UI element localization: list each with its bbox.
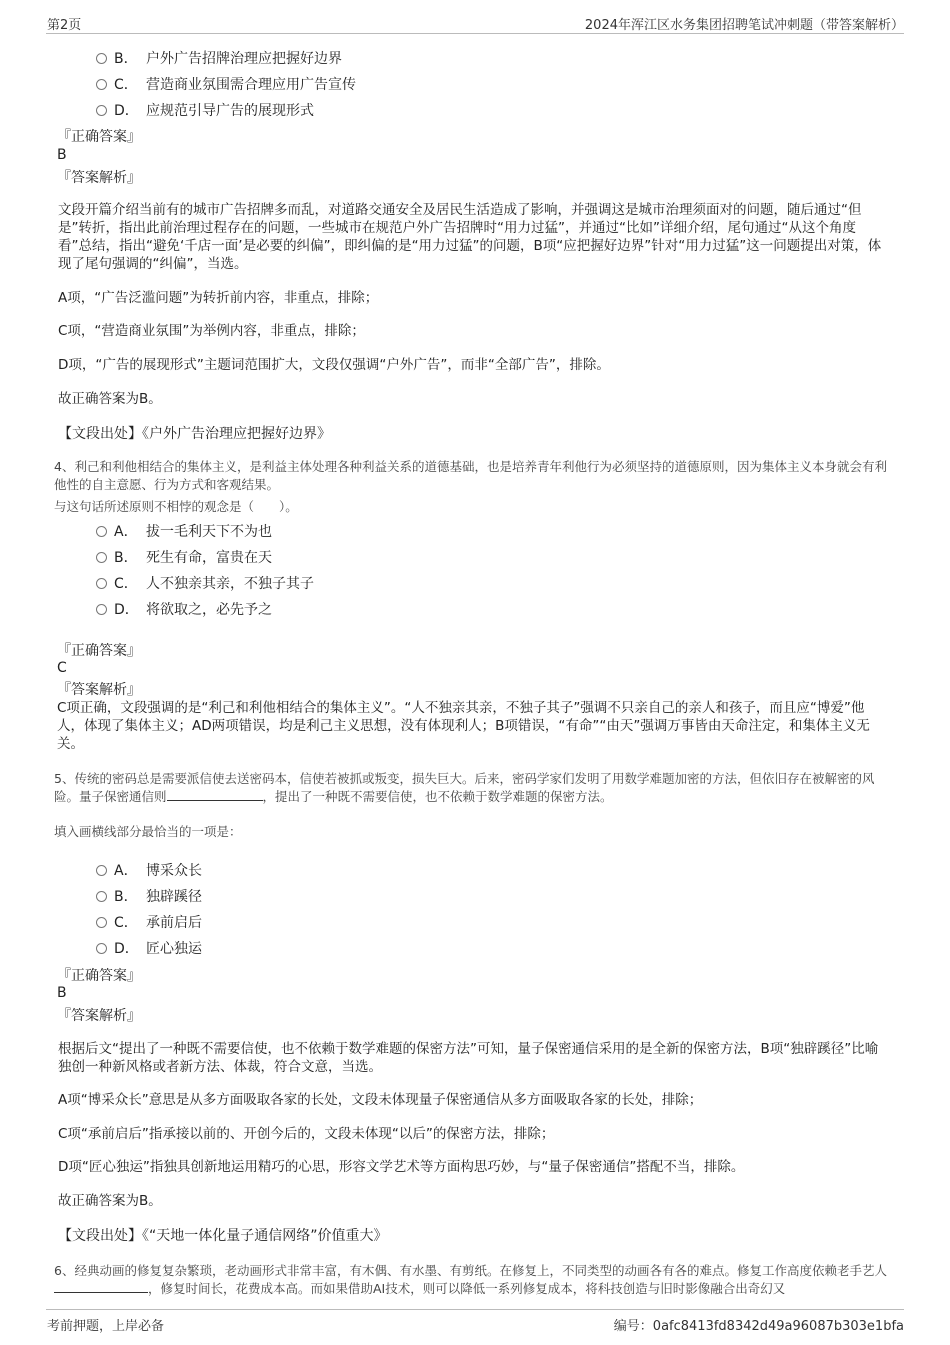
q3-source: 【文段出处】《户外广告治理应把握好边界》 — [58, 426, 331, 442]
radio-icon[interactable] — [96, 578, 107, 589]
q3-option-d[interactable]: D． 应规范引导广告的展现形式 — [96, 100, 314, 120]
q5-analysis-d: D项“匠心独运”指独具创新地运用精巧的心思，形容文学艺术等方面构思巧妙，与“量子保密通信”搭配不当，排除。 — [58, 1159, 745, 1175]
q5-prompt: 填入画横线部分最恰当的一项是： — [54, 824, 242, 839]
document-title: 2024年浑江区水务集团招聘笔试冲刺题（带答案解析） — [584, 18, 904, 33]
header-divider — [46, 33, 904, 34]
radio-icon[interactable] — [96, 552, 107, 563]
q5-source: 【文段出处】《“天地一体化量子通信网络”价值重大》 — [58, 1228, 388, 1244]
q4-analysis: C项正确，文段强调的是“利己和利他相结合的集体主义”。“人不独亲其亲，不独子其子”强调不只亲自己的亲人和孩子，而且应“博爱”他人，体现了集体主义；AD两项错误，均是利己主义思想，没有体现利人；B项错误，“有命”“由天”强调万事皆由天命注定，和集体主义无关。 — [57, 700, 870, 752]
q4-stem: 4、利己和利他相结合的集体主义，是利益主体处理各种利益关系的道德基础，也是培养青年利他行为必须坚持的道德原则，因为集体主义本身就会有利他性的自主意愿、行为方式和客观结果。 — [54, 459, 887, 492]
radio-icon[interactable] — [96, 105, 107, 116]
q5-answer-label: 『正确答案』 — [57, 968, 141, 984]
radio-icon[interactable] — [96, 604, 107, 615]
footer-code: 编号：0afc8413fd8342d49a96087b303e1bfa — [613, 1319, 904, 1334]
q3-analysis-c: C项，“营造商业氛围”为举例内容，非重点，排除； — [58, 323, 365, 339]
q5-analysis-label: 『答案解析』 — [57, 1008, 141, 1024]
q4-option-c[interactable]: C． 人不独亲其亲，不独子其子 — [96, 573, 314, 593]
radio-icon[interactable] — [96, 865, 107, 876]
q4-option-a[interactable]: A． 拔一毛利天下不为也 — [96, 521, 272, 541]
q4-stem-question: 与这句话所述原则不相悖的观念是（ ）。 — [54, 499, 298, 514]
q3-analysis-d: D项，“广告的展现形式”主题词范围扩大，文段仅强调“户外广告”，而非“全部广告”，排除。 — [58, 357, 610, 373]
q5-option-a[interactable]: A． 博采众长 — [96, 860, 202, 880]
footer-slogan: 考前押题，上岸必备 — [47, 1319, 165, 1334]
q4-option-d[interactable]: D． 将欲取之，必先予之 — [96, 599, 272, 619]
fill-blank — [167, 788, 263, 801]
page-number: 第2页 — [47, 18, 82, 33]
q3-option-b[interactable]: B． 户外广告招牌治理应把握好边界 — [96, 48, 342, 68]
q3-analysis-main: 文段开篇介绍当前有的城市广告招牌多而乱，对道路交通安全及居民生活造成了影响，并强调这是城市治理须面对的问题，随后通过“但是”转折，指出此前治理过程存在的问题，一些城市在规范户外广告招牌时“用力过猛”，并通过“比如”详细介绍，尾句通过“从这个角度看”总结，指出“避免‘千店一面’是必要的纠偏”，即纠偏的是“用力过猛”的问题，B项“应把握好边界”针对“用力过猛”这一问题提出对策，体现了尾句强调的“纠偏”，当选。 — [58, 202, 882, 272]
radio-icon[interactable] — [96, 526, 107, 537]
q3-analysis-a: A项，“广告泛滥问题”为转折前内容，非重点，排除； — [58, 290, 379, 306]
q5-conclusion: 故正确答案为B。 — [58, 1193, 162, 1209]
q3-answer: B — [57, 147, 67, 163]
q4-answer: C — [57, 660, 67, 676]
footer-divider — [46, 1309, 904, 1310]
q5-option-b[interactable]: B． 独辟蹊径 — [96, 886, 202, 906]
radio-icon[interactable] — [96, 79, 107, 90]
q4-option-b[interactable]: B． 死生有命，富贵在天 — [96, 547, 272, 567]
q5-analysis-a: A项“博采众长”意思是从多方面吸取各家的长处，文段未体现量子保密通信从多方面吸取各家的长处，排除； — [58, 1092, 703, 1108]
q5-option-d[interactable]: D． 匠心独运 — [96, 938, 202, 958]
q4-analysis-label: 『答案解析』 — [57, 682, 141, 698]
q3-option-c[interactable]: C． 营造商业氛围需合理应用广告宣传 — [96, 74, 356, 94]
q4-answer-label: 『正确答案』 — [57, 643, 141, 659]
fill-blank — [54, 1280, 148, 1293]
radio-icon[interactable] — [96, 943, 107, 954]
radio-icon[interactable] — [96, 891, 107, 902]
q3-conclusion: 故正确答案为B。 — [58, 391, 162, 407]
q5-answer: B — [57, 985, 67, 1001]
q6-stem: 6、经典动画的修复复杂繁琐，老动画形式非常丰富，有木偶、有水墨、有剪纸。在修复上，不同类型的动画各有各的难点。修复工作高度依赖老手艺人，修复时间长，花费成本高。而如果借助AI技术，则可以降低一系列修复成本，将科技创造与旧时影像融合出奇幻又 — [54, 1263, 887, 1296]
radio-icon[interactable] — [96, 53, 107, 64]
q5-stem: 5、传统的密码总是需要派信使去送密码本，信使若被抓或叛变，损失巨大。后来，密码学家们发明了用数学难题加密的方法，但依旧存在被解密的风险。量子保密通信则 ，提出了一种既不需要信使，也不依赖于数学难题的保密方法。 — [54, 771, 875, 804]
q3-answer-label: 『正确答案』 — [57, 129, 141, 145]
q5-analysis-c: C项“承前启后”指承接以前的、开创今后的，文段未体现“以后”的保密方法，排除； — [58, 1126, 555, 1142]
q5-analysis-main: 根据后文“提出了一种既不需要信使，也不依赖于数学难题的保密方法”可知，量子保密通信采用的是全新的保密方法，B项“独辟蹊径”比喻独创一种新风格或者新方法、体裁，符合文意，当选。 — [58, 1041, 879, 1075]
radio-icon[interactable] — [96, 917, 107, 928]
q3-analysis-label: 『答案解析』 — [57, 170, 141, 186]
q5-option-c[interactable]: C． 承前启后 — [96, 912, 202, 932]
